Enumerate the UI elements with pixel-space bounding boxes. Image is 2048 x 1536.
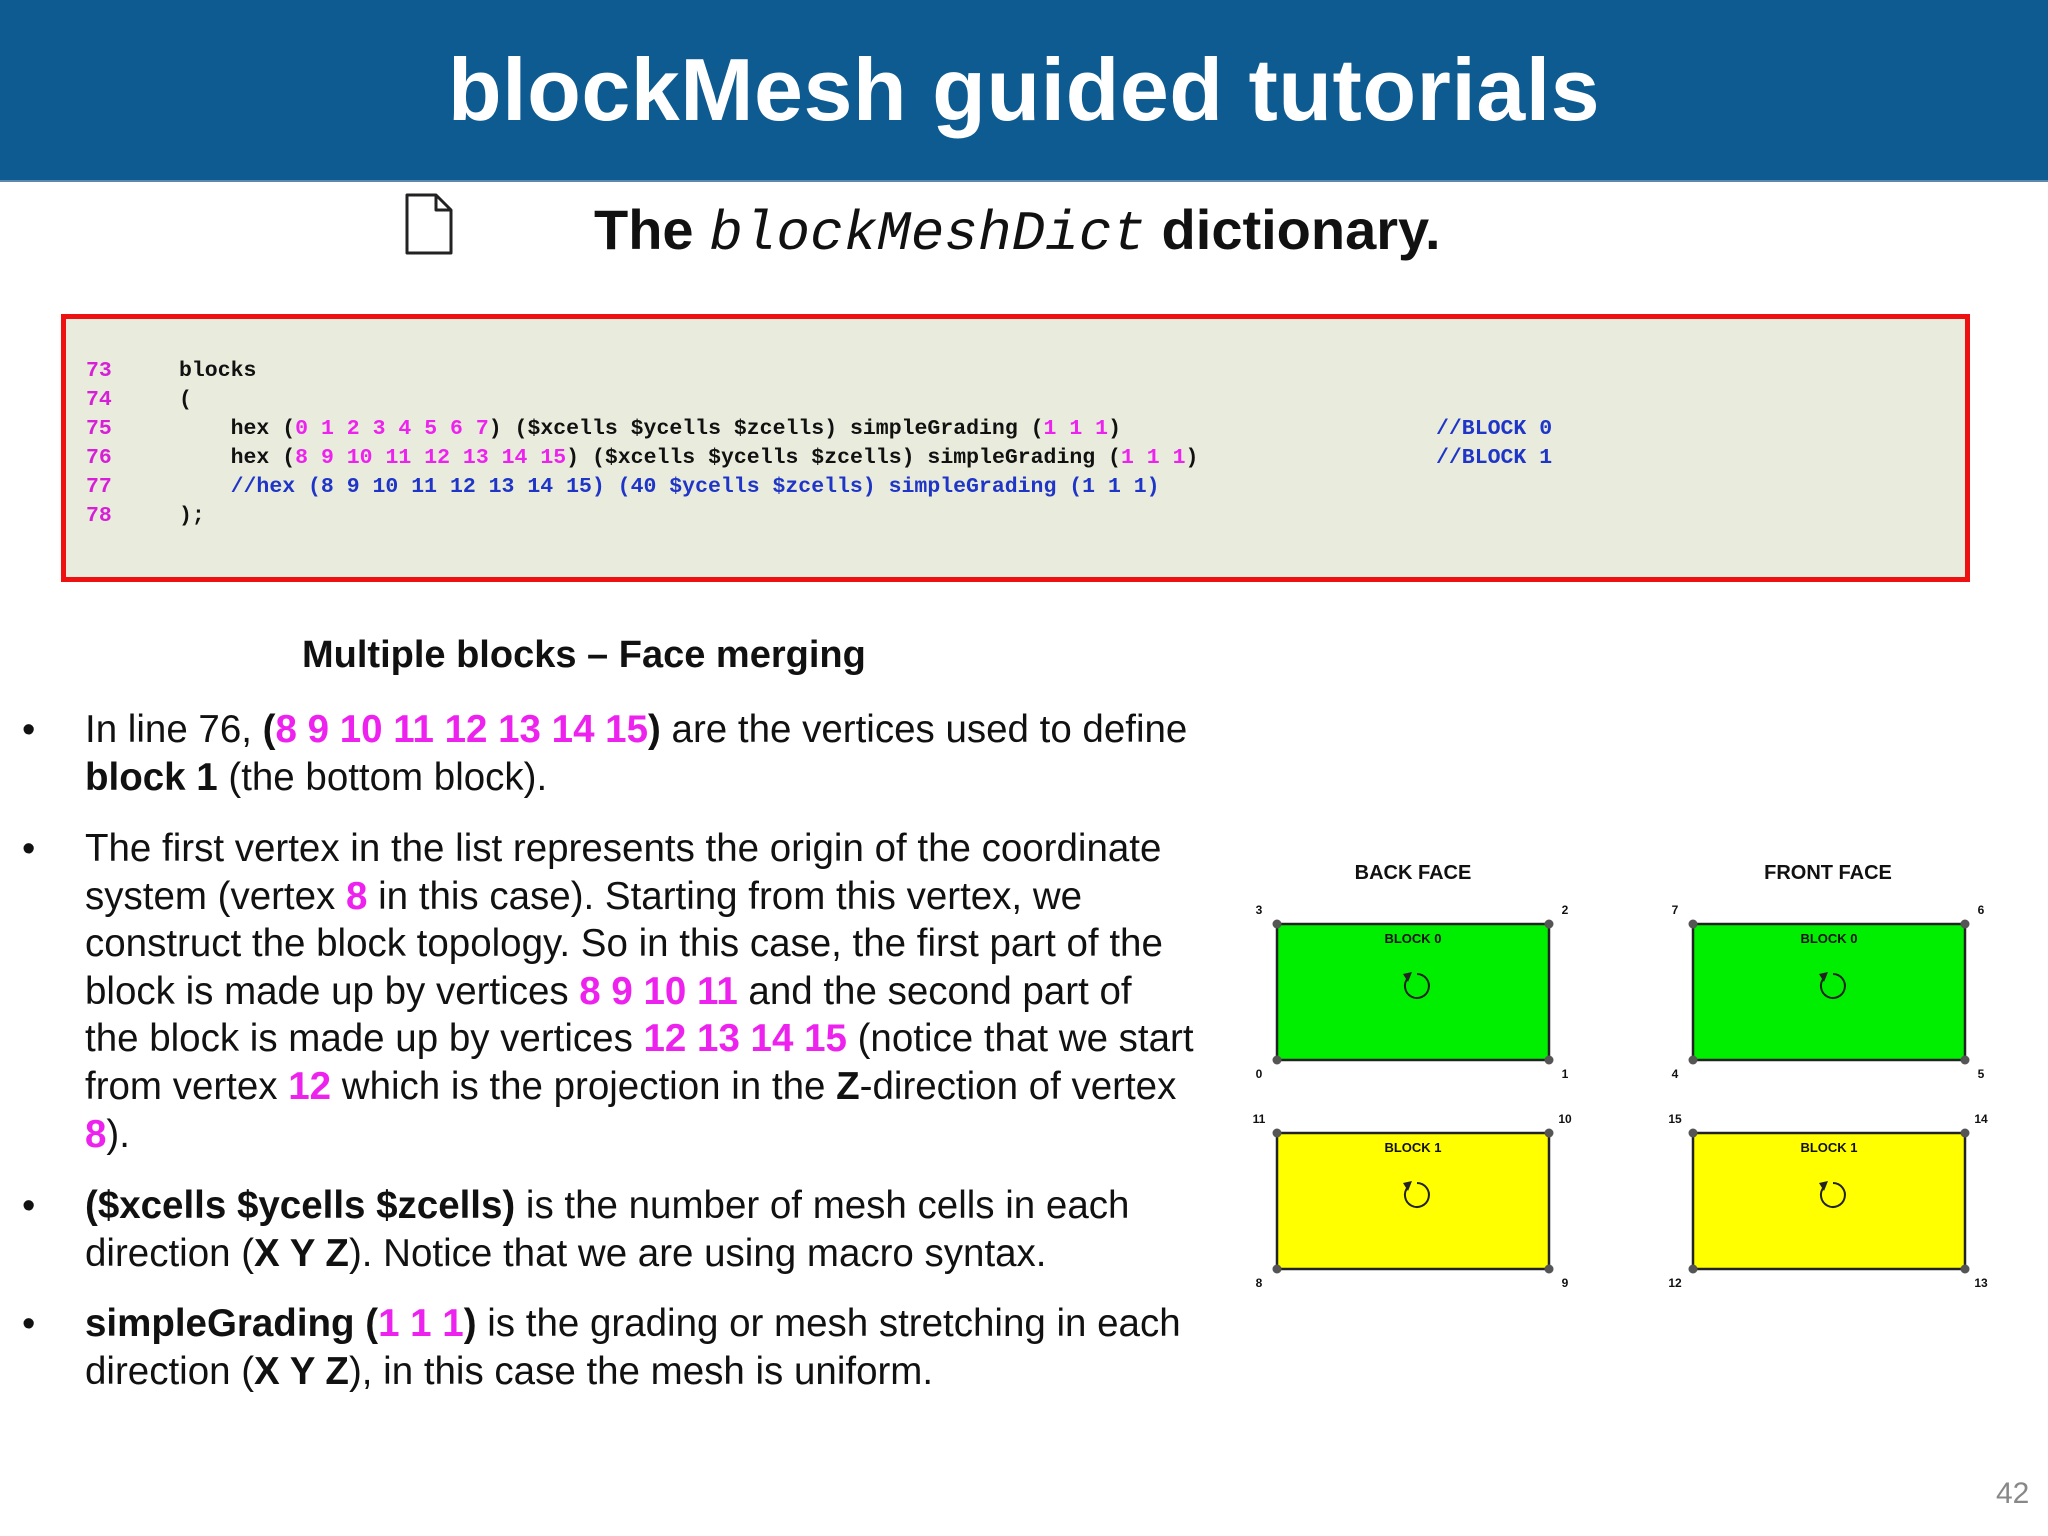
page-number: 42	[1996, 1477, 2030, 1510]
section-heading: Multiple blocks – Face merging	[302, 634, 866, 676]
bullet-item-3	[85, 1182, 1195, 1277]
vertex-label: 0	[1255, 1067, 1263, 1081]
block-topology-diagram	[1240, 855, 2020, 1295]
grading-value: 1	[1095, 417, 1109, 441]
line-number: 75	[86, 417, 112, 441]
code-text: blocks	[179, 359, 257, 383]
bullet-text: are the vertices used to define	[660, 708, 1188, 751]
bullet-item-1	[85, 706, 1195, 801]
bullet-text: ).	[106, 1112, 130, 1156]
vertex-dot	[1545, 920, 1554, 929]
vertex-label: 13	[1974, 1276, 1988, 1290]
code-paren: )	[1108, 417, 1121, 441]
vertex-id: 13	[462, 446, 489, 470]
block-label: BLOCK 1	[1384, 1140, 1442, 1155]
bullet-text: (notice that we start from vertex	[85, 1017, 1194, 1108]
bullet-text: (the bottom block).	[217, 755, 548, 799]
vertex-id: 4	[398, 417, 412, 441]
code-paren: (	[269, 446, 296, 470]
bullet-text: ). Notice that we are using macro syntax.	[348, 1231, 1047, 1275]
subtitle-dict-name: blockMeshDict	[709, 202, 1146, 266]
code-text: ) ($xcells $ycells $zcells) simpleGrading (	[566, 446, 1121, 470]
vertex-id: 5	[424, 417, 438, 441]
bullet-item-2	[85, 825, 1195, 1158]
vertex-label: 12	[1668, 1276, 1682, 1290]
code-line-76	[86, 444, 1553, 473]
front-block-0	[1672, 903, 1985, 1081]
code-line-74	[86, 386, 192, 415]
line-number: 74	[86, 388, 112, 412]
front-face-label: FRONT FACE	[1764, 862, 1892, 884]
title-banner	[0, 0, 2048, 182]
bullet-text: Z	[836, 1064, 860, 1108]
vertex-label: 4	[1671, 1067, 1679, 1081]
block-label: BLOCK 0	[1384, 931, 1442, 946]
vertex-id: 1	[320, 417, 334, 441]
highlight-vertices: 8 9 10 11	[579, 969, 738, 1013]
vertex-id: 8	[295, 446, 309, 470]
vertex-dot	[1273, 1056, 1282, 1065]
vertex-dot	[1689, 1265, 1698, 1274]
highlight-grading: 1 1 1	[378, 1302, 464, 1345]
bullet-text: In line 76,	[85, 708, 263, 751]
document-icon	[404, 192, 454, 256]
grading-value: 1	[1146, 446, 1160, 470]
vertex-id: 10	[346, 446, 373, 470]
line-number: 78	[86, 504, 112, 528]
bullet-symbol: •	[22, 1303, 36, 1345]
front-block-1	[1668, 1112, 1988, 1290]
vertex-dot	[1273, 1129, 1282, 1138]
vertex-label: 5	[1977, 1067, 1985, 1081]
vertex-dot	[1961, 920, 1970, 929]
vertex-dot	[1689, 920, 1698, 929]
vertex-id: 11	[385, 446, 412, 470]
vertex-label: 9	[1561, 1276, 1569, 1290]
code-listing	[61, 314, 1970, 582]
vertex-dot	[1273, 1265, 1282, 1274]
highlight-vertex: 12	[288, 1064, 332, 1108]
grading-value: 1	[1043, 417, 1057, 441]
highlight-vertex: 8	[345, 874, 368, 918]
vertex-label: 3	[1255, 903, 1263, 917]
vertex-id: 6	[450, 417, 463, 441]
vertex-label: 1	[1561, 1067, 1569, 1081]
line-number: 77	[86, 475, 112, 499]
bullet-text: )	[463, 1302, 477, 1345]
bullet-symbol: •	[22, 709, 36, 751]
bullet-text: The first vertex in the list represents the origin of the coordinate system (vertex	[85, 827, 1162, 918]
bullet-symbol: •	[22, 828, 36, 870]
bullet-text: block 1	[85, 755, 218, 799]
bullet-text: which is the projection in the	[331, 1064, 837, 1108]
code-comment: //BLOCK 0	[1436, 417, 1553, 441]
bullet-text: simpleGrading (	[85, 1302, 379, 1345]
code-comment: //BLOCK 1	[1436, 446, 1553, 470]
vertex-id: 7	[475, 417, 489, 441]
code-keyword: hex	[230, 446, 270, 470]
code-keyword: hex	[230, 417, 270, 441]
bullet-text: is the number of mesh cells in each direction (	[85, 1184, 1130, 1275]
code-text: );	[179, 504, 205, 528]
vertex-id: 0	[295, 417, 309, 441]
vertex-label: 7	[1671, 903, 1679, 917]
code-paren: (	[269, 417, 296, 441]
code-text: ) ($xcells $ycells $zcells) simpleGrading (	[488, 417, 1044, 441]
bullet-text: )	[648, 708, 661, 751]
line-number: 76	[86, 446, 112, 470]
subtitle-suffix: dictionary.	[1146, 198, 1441, 261]
subtitle-prefix: The	[594, 198, 710, 261]
code-text: (	[179, 388, 192, 412]
bullet-symbol: •	[22, 1185, 36, 1227]
vertex-id: 9	[320, 446, 334, 470]
vertex-id: 14	[501, 446, 528, 470]
vertex-dot	[1961, 1129, 1970, 1138]
vertex-label: 8	[1255, 1276, 1263, 1290]
back-block-1	[1253, 1112, 1572, 1290]
bullet-text: ($xcells $ycells $zcells)	[85, 1184, 516, 1227]
grading-value: 1	[1120, 446, 1134, 470]
vertex-dot	[1545, 1265, 1554, 1274]
code-comment: //hex (8 9 10 11 12 13 14 15) (40 $ycells $zcells) simpleGrading (1 1 1)	[230, 475, 1160, 499]
vertex-id: 3	[372, 417, 386, 441]
vertex-label: 2	[1561, 903, 1569, 917]
vertex-dot	[1961, 1265, 1970, 1274]
vertex-label: 15	[1668, 1112, 1682, 1126]
code-line-78	[86, 502, 205, 531]
bullet-text: -direction of vertex	[859, 1064, 1177, 1108]
bullet-text: X Y Z	[254, 1231, 349, 1275]
bullet-text: in this case). Starting from this vertex, we construct the block topology. So in this case, the first part of the block is made up by vertices	[85, 874, 1163, 1013]
bullet-text: ), in this case the mesh is uniform.	[348, 1349, 934, 1393]
vertex-label: 11	[1252, 1112, 1266, 1126]
back-block-0	[1256, 903, 1569, 1081]
vertex-dot	[1689, 1056, 1698, 1065]
code-line-73	[86, 357, 256, 386]
vertex-label: 6	[1977, 903, 1985, 917]
highlight-vertex: 8	[85, 1112, 107, 1156]
vertex-dot	[1545, 1056, 1554, 1065]
bullet-text: and the second part of the block is made up by vertices	[85, 969, 1132, 1061]
code-line-77	[86, 473, 1160, 502]
vertex-dot	[1545, 1129, 1554, 1138]
bullet-item-4	[85, 1300, 1195, 1395]
highlight-vertices: 8 9 10 11 12 13 14 15	[275, 708, 649, 751]
vertex-id: 15	[540, 446, 567, 470]
bullet-text: (	[262, 708, 276, 751]
code-line-75	[86, 415, 1553, 444]
line-number: 73	[86, 359, 112, 383]
vertex-label: 10	[1558, 1112, 1572, 1126]
slide-subtitle	[594, 190, 1441, 270]
code-paren: )	[1185, 446, 1199, 470]
grading-value: 1	[1172, 446, 1186, 470]
block-label: BLOCK 0	[1800, 931, 1858, 946]
slide-title: blockMesh guided tutorials	[447, 40, 1601, 139]
back-face-label: BACK FACE	[1354, 862, 1472, 884]
vertex-dot	[1961, 1056, 1970, 1065]
vertex-dot	[1689, 1129, 1698, 1138]
vertex-id: 2	[346, 417, 360, 441]
bullet-text: is the grading or mesh stretching in each direction (	[85, 1302, 1181, 1393]
vertex-id: 12	[424, 446, 451, 470]
vertex-label: 14	[1974, 1112, 1988, 1126]
grading-value: 1	[1069, 417, 1083, 441]
block-label: BLOCK 1	[1800, 1140, 1858, 1155]
bullet-text: X Y Z	[254, 1349, 349, 1393]
vertex-dot	[1273, 920, 1282, 929]
highlight-vertices: 12 13 14 15	[643, 1017, 847, 1061]
